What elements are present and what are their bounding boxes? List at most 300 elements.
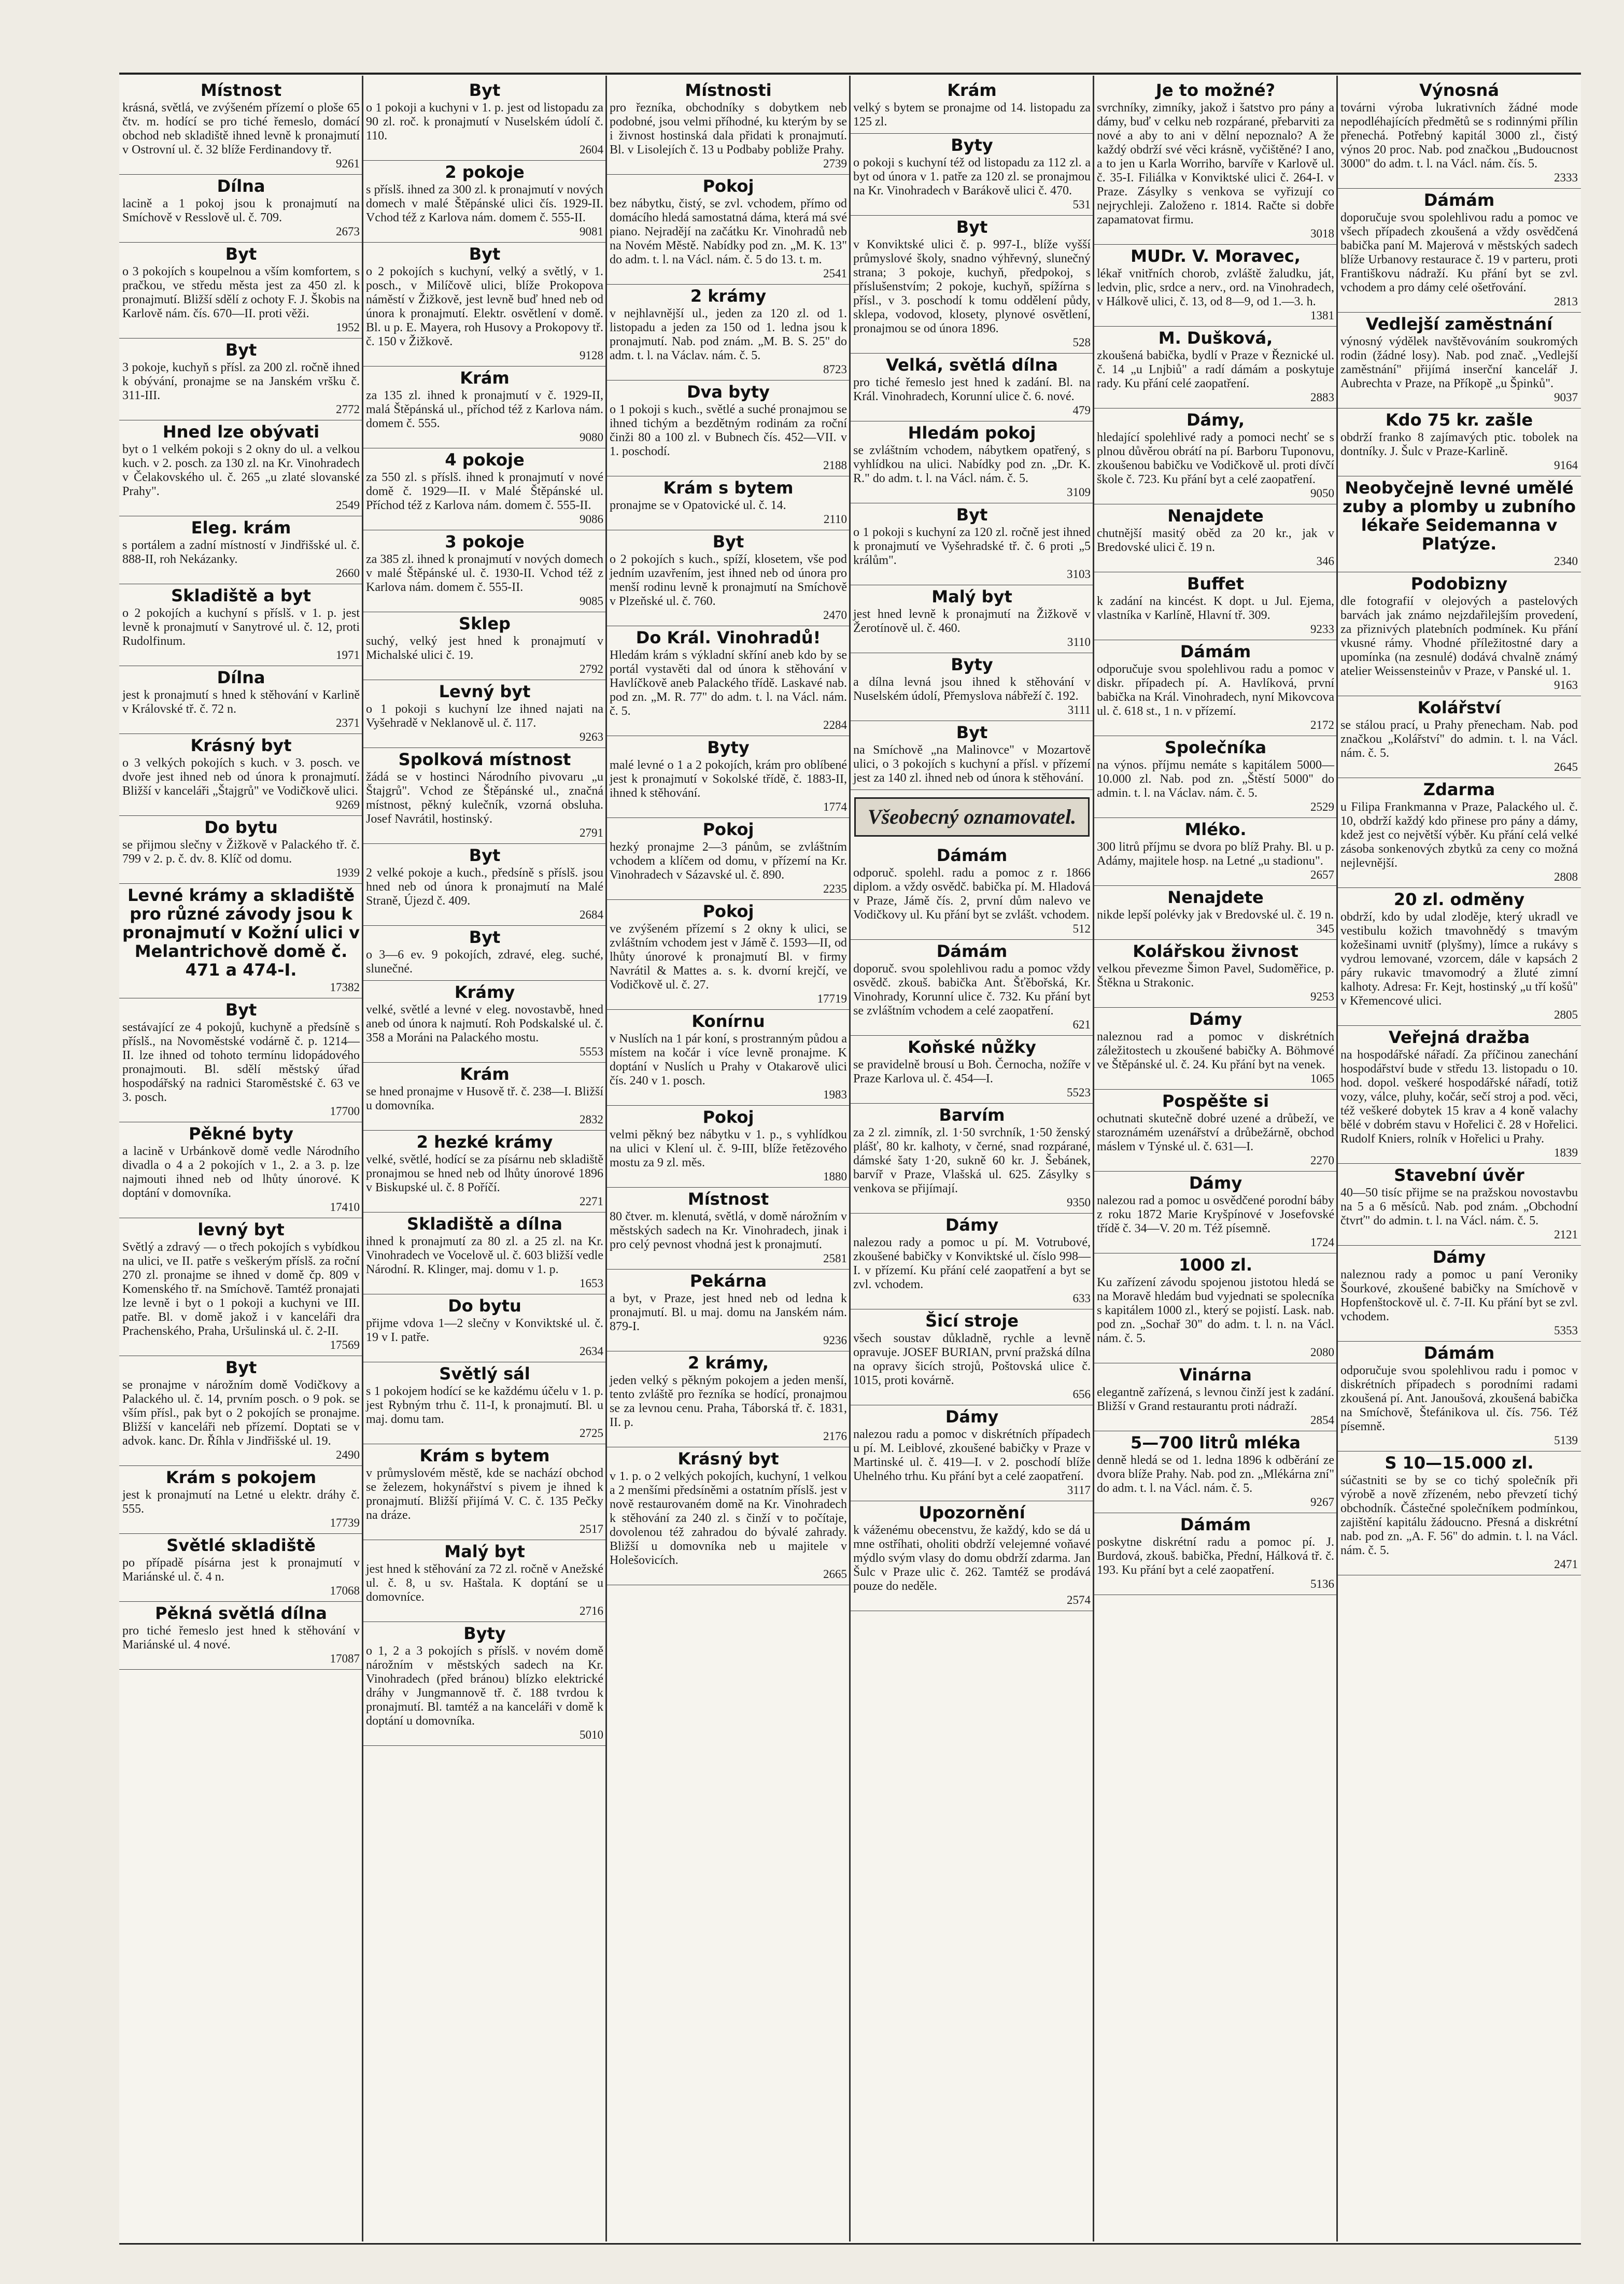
ad-heading: Kdo 75 kr. zašle [1385,410,1533,430]
ad-heading: Vinárna [1179,1365,1252,1385]
ad-heading: Byt [956,505,988,525]
ad-body: zkoušená babička, bydlí v Praze v Řeznické ul. č. 14 „u Lnjbiů" a radí dámám a poskytuje rady. Ku přání celé zaopatření. [1097,349,1334,390]
ad-code: 2340 [1554,555,1578,568]
ad-heading: Spolková místnost [398,750,571,769]
ad-code: 2684 [580,908,603,921]
ad-body: súčastniti se by se co tichý společník při výrobě a nově zřízeném, nebo převzetí tichý obchodník. Částečné společníkem podmínkou, zajištění kapitálu žádoucno. Přesná a diskrétní nab. pod zn. „A. F. 56" do admin. t. l. na Václ. nám. č. 5. [1340,1474,1578,1557]
ad-heading: Byt [469,80,501,100]
ad-heading: Je to možné? [1155,80,1276,100]
ad-body: nalezou rady a pomoc u pí. M. Votrubové, zkoušené babičky v Konviktské ul. číslo 998—I. v přízemí. Ku přání celé zaopatření a byt se zvl. vchodem. [853,1236,1091,1291]
ad-heading: Veřejná dražba [1388,1027,1530,1047]
ad-heading: Vedlejší zaměstnání [1365,314,1553,334]
classified-ad [119,1534,363,1602]
ad-heading: Do bytu [448,1296,521,1316]
ad-code: 1939 [336,866,360,879]
ad-code: 9050 [1310,487,1334,500]
column-divider [1093,76,1094,2241]
ad-code: 528 [1072,336,1091,349]
publisher-logo: Všeobecný oznamovatel. [854,797,1090,837]
column-divider [362,76,363,2241]
ad-code: 2739 [823,157,847,170]
ad-body: k zadání na kincést. K dopt. u Jul. Ejema, vlastníka v Karlíně, Hlavní tř. 309. [1097,595,1334,622]
ad-body: hezký pronajme 2—3 pánům, se zvláštním vchodem a klíčem od domu, v přízemí na Kr. Vinohradech v Sázavské ul. č. 890. [610,840,847,882]
classified-ad [850,1036,1094,1104]
ad-body: jest k pronajmutí s hned k stěhování v Karlině v Královské tř. č. 72 n. [122,688,360,716]
ad-body: 300 litrů příjmu se dvora po blíž Prahy. Bl. u p. Adámy, majitele hosp. na Letné „u stadionu". [1097,840,1334,868]
ad-code: 2188 [823,459,847,472]
ad-heading: Stavební úvěr [1394,1165,1524,1185]
ad-heading: 2 pokoje [445,162,525,182]
classified-ad [606,380,850,476]
ad-heading: 1000 zl. [1179,1255,1252,1275]
ad-code: 3110 [1067,636,1091,648]
classified-ad [850,503,1094,585]
ad-body: lacině a 1 pokoj jsou k pronajmutí na Smíchově v Resslově ul. č. 709. [122,197,360,224]
ad-heading: Koňské nůžky [908,1037,1036,1057]
classified-ad [850,1214,1094,1309]
ad-heading: 2 krámy, [688,1353,769,1373]
newspaper-page [119,73,1581,2245]
classified-ad [606,900,850,1010]
classified-ad [850,940,1094,1036]
ad-body: v Nuslích na 1 pár koní, s prostranným půdou a místem na kočár i více levně pronajme. K doptání v Nuslích u Prahy v Otakarově ulici čís. 240 v 1. posch. [610,1032,847,1088]
ad-code: 5136 [1310,1577,1334,1590]
ad-heading: Krám [460,368,510,388]
ad-code: 2284 [823,718,847,731]
ad-code: 1774 [823,800,847,813]
ad-heading: Pěkné byty [189,1124,293,1144]
classified-ad [119,175,363,243]
ad-body: denně hledá se od 1. ledna 1896 k odběrání ze dvora blíže Prahy. Nab. pod zn. „Mlékárna zní" do adm. t. l. na Václ. nám. č. 5. [1097,1454,1334,1495]
ad-body: o 3 velkých pokojích s kuch. v 3. posch. ve dvoře jest ihned neb od února k pronajmutí. Bližší v kanceláři „Štajgrů" ve Vodičkově ulici. [122,756,360,798]
ad-body: nalezou rad a pomoc u osvědčené porodní báby z roku 1872 Marie Kryšpínové v Josefovské třídě č. 34—V. 20 m. Též písemně. [1097,1194,1334,1235]
ad-code: 2333 [1554,171,1578,184]
classified-ad [850,79,1094,134]
ad-code: 2371 [336,716,360,729]
ad-heading: Byty [951,135,993,155]
ad-body: krásná, světlá, ve zvýšeném přízemí o ploše 65 čtv. m. hodící se pro tiché řemeslo, domácí obchod neb skladiště ihned levně k pronajmutí v Ostrovní ul. č. 32 blíže Ferdinandovy tř. [122,101,360,157]
ad-body: na hospodářské nářadí. Za příčinou zanechání hospodářství bude v středu 13. listopadu o 10. hod. dopol. veškeré hospodářské nářadí, totiž vozy, válce, pluhy, kočár, sečí stroj a pod. věci, též veškeré dobytek 15 krav a 4 koně valachy bělé v dobrém stavu v Hořelici č. 28 v Hořelici. Rudolf Kniers, rolník v Hořelici u Prahy. [1340,1048,1578,1146]
ad-body: dle fotografií v olejových a pastelových barvách jak známo nejzdařilejším provedení, za přiznivých platebních podmínek. Ku přání vkusné rámy. Vhodné příležitostné dary a upomínka (na zesnulé) dodává chvalně známý atelier Weissensteinův v Praze, v Panské ul. 1. [1340,595,1578,678]
ad-heading: Místnost [200,80,282,100]
classified-ad [1337,1246,1581,1342]
ad-heading: levný byt [197,1220,285,1239]
ad-body: velmi pěkný bez nábytku v 1. p., s vyhlídkou na ulici v Klení ul. č. 9-III, blíže řetězového mostu za 9 zl. měs. [610,1128,847,1169]
ad-body: jest k pronajmutí na Letné u elektr. dráhy č. 555. [122,1488,360,1516]
ad-heading: Krásný byt [190,736,292,755]
ad-body: nikde lepší polévky jak v Bredovské ul. č. 19 n. [1097,908,1334,922]
ad-body: žádá se v hostinci Národního pivovaru „u Štajgrů". Vchod ze Štěpánské ul., značná místnost, pěkný kulečník, vzorná obsluha. Josef Navrátil, hostinský. [366,770,603,826]
ad-heading: Byt [225,340,257,360]
classified-ad [119,998,363,1122]
ad-heading: Dámy, [1186,410,1245,430]
classified-ad [606,1188,850,1270]
ad-code: 2549 [336,499,360,512]
ad-heading: Barvím [939,1105,1005,1125]
ad-heading: Hledám pokoj [908,423,1036,443]
ad-code: 2673 [336,225,360,238]
ad-heading: Byt [469,845,501,865]
ad-heading: Pokoj [702,901,754,921]
ad-body: pronajme se v Opatovické ul. č. 14. [610,499,786,512]
ad-code: 2470 [823,609,847,622]
classified-ad [850,653,1094,721]
ad-code: 633 [1072,1292,1091,1305]
classified-ad [1094,245,1337,327]
ad-code: 2270 [1310,1154,1334,1167]
ad-heading: Byt [225,1000,257,1020]
ad-body: přijme vdova 1—2 slečny v Konviktské ul. č. 19 v I. patře. [366,1317,603,1344]
ad-body: sestávající ze 4 pokojů, kuchyně a předsíně s příslš., na Novoměstské vodárně č. p. 1214—II. lze ihned od tohoto termínu lidopádového pronajmouti. Bl. sdělí městský úřad hospodářský na radnici Staroměstské č. 63 ve 3. posch. [122,1021,360,1104]
ad-heading: Dámám [1180,642,1251,661]
classified-ad [1094,1253,1337,1363]
ad-heading: Kolářství [1417,698,1501,717]
classified-ad [1337,778,1581,888]
classified-ad [363,748,606,844]
ad-heading: Krám [460,1064,510,1084]
ad-body: doporuč. svou spolehlivou radu a pomoc vždy osvědč. zkouš. babička Ant. Šťěbořská, Kr. Vinohrady, Korunní ulice č. 732. Ku přání byt se zvláštním vchodem a celé zaopatření. [853,962,1091,1018]
ad-code: 2604 [580,143,603,156]
ad-body: o 1 pokoji a kuchyni v 1. p. jest od listopadu za 90 zl. roč. k pronajmutí v Nuselském údolí č. 110. [366,101,603,143]
classified-ad [606,818,850,900]
ad-body: Hledám krám s výkladní skříní aneb kdo by se portál vystavěti dal od února k stěhování v Havlíčkově aneb Palackého třídě. Laskavé nab. pod zn. „M. R. 77" do adm. t. l. na Václ. nám. č. 5. [610,648,847,718]
ad-heading: Eleg. krám [191,518,291,538]
classified-ad [363,1444,606,1540]
ad-heading: Krám s pokojem [165,1468,317,1487]
classified-ad [119,516,363,584]
ad-body: v 1. p. o 2 velkých pokojích, kuchyní, 1 velkou a 2 menšími předsíněmi a ostatním příslš. jest v nově restaurovaném domě na Kr. Vinohradech k stěhování za 240 zl. s činží v to počítaje, dovolenou též zahradou do bývalé zahrady. Bližší u domovníka neb u majitele v Holešovicích. [610,1470,847,1567]
ad-code: 2883 [1310,391,1334,404]
ad-body: a byt, v Praze, jest hned neb od ledna k pronajmutí. Bl. u maj. domu na Janském nám. 879-I. [610,1292,847,1333]
ad-code: 1839 [1554,1146,1578,1159]
ad-heading: 3 pokoje [445,532,525,552]
ad-body: se zvláštním vchodem, nábytkem opatřený, s vyhlídkou na ulici. Nabídky pod zn. „Dr. K. R." do adm. t. l. na Václ. nám. č. 5. [853,444,1091,485]
ad-code: 3018 [1310,227,1334,240]
ad-code: 3111 [1067,703,1091,716]
ad-code: 17569 [330,1338,360,1351]
ad-code: 512 [1072,922,1091,935]
ad-code: 1381 [1310,309,1334,322]
ad-body: jeden velký s pěkným pokojem a jeden menší, tento zvláště pro řezníka se hodící, pronajmou se za levnou cenu. Praha, Táborská tř. č. 1831, II. p. [610,1374,847,1429]
ad-body: poskytne diskrétní radu a pomoc pí. J. Burdová, zkouš. babička, Přední, Hálková tř. č. 193. Ku přání byt a celé zaopatření. [1097,1535,1334,1577]
classified-ad [119,816,363,884]
ad-body: pro tiché řemeslo jest hned k stěhování v Mariánské ul. 4 nové. [122,1624,360,1652]
bottom-rule [119,2243,1581,2245]
ad-heading: Konírnu [691,1011,765,1031]
ad-code: 2854 [1310,1414,1334,1427]
classified-ad [1094,504,1337,572]
ad-body: v nejhlavnější ul., jeden za 120 zl. od 1. listopadu a jeden za 150 od 1. ledna jsou k pronajmutí. Nab. pod znám. „M. B. S. 25" do adm. t. l. na Václav. nám. č. 5. [610,307,847,362]
classified-ad [1094,1363,1337,1431]
classified-ad [363,243,606,366]
ad-heading: M. Dušková, [1158,328,1273,348]
ad-code: 3103 [1067,568,1091,581]
ad-body: Ku zařízení závodu spojenou jistotou hledá se na Moravě hledám bud vyjednati se spolecníka s kapitálem 1000 zl., který se pojistí. Lask. nab. pod zn. „Sochař 30" do adm. t. l. n. na Václ. nám. č. 5. [1097,1276,1334,1345]
ad-heading: Pokoj [702,820,754,839]
ad-heading: Dámy [1189,1173,1242,1193]
ad-code: 2725 [580,1427,603,1440]
ad-code: 2176 [823,1430,847,1443]
classified-ad [119,79,363,175]
ad-code: 2080 [1310,1346,1334,1359]
classified-ad [1094,940,1337,1008]
classified-ad [1094,327,1337,408]
ad-body: obdrží franko 8 zajímavých ptic. tobolek na dontníky. J. Šulc v Praze-Karlině. [1340,431,1578,458]
ad-code: 346 [1316,555,1334,568]
ad-heading: Mléko. [1184,820,1247,839]
ad-body: ihned k pronajmutí za 80 zl. a 25 zl. na Kr. Vinohradech ve Vocelově ul. č. 603 bližší vedle Národní. R. Klinger, maj. domu v 1. p. [366,1235,603,1276]
ad-body: o 2 pokojích s kuchyní, velký a světlý, v 1. posch., v Milíčově ulici, blíže Prokopova náměstí v Žižkově, jest levně buď hned neb od února k pronajmutí. Elektr. osvětlení v domě. Bl. u p. E. Mayera, roh Husovy a Prokopovy tř. č. 150 v Žižkově. [366,265,603,348]
ad-heading: Sklep [459,614,511,633]
ad-heading: Velká, světlá dílna [886,355,1058,375]
ad-heading: Společníka [1164,738,1267,757]
ad-body: o 3 pokojích s koupelnou a vším komfortem, s pračkou, ve středu města jest za 450 zl. k pronajmutí. Bližší sdělí z ochoty F. J. Škobis na Karlově nám. čís. 670—II. proti věži. [122,265,360,320]
ad-code: 2574 [1067,1594,1091,1606]
classified-ad [1094,640,1337,736]
ad-heading: Byt [469,244,501,264]
classified-ad [363,1294,606,1362]
ad-heading: Krám s bytem [663,478,794,498]
ad-heading: Nenajdete [1167,506,1264,526]
column [119,79,363,2238]
ad-body: za 135 zl. ihned k pronajmutí v č. 1929-II, malá Štěpánská ul., příchod též z Karlova nám. domem č. 555. [366,389,603,430]
classified-ad [1094,1090,1337,1172]
ad-code: 9081 [580,225,603,238]
classified-ad [850,1309,1094,1405]
ad-body: na výnos. příjmu nemáte s kapitálem 5000—10.000 zl. Nab. pod zn. „Štěstí 5000" do admin. t. l. na Václav. nám. č. 5. [1097,758,1334,800]
ad-body: o pokoji s kuchyní též od listopadu za 112 zl. a byt od února v 1. patře za 120 zl. se pronajmou na Kr. Vinohradech v Barákově ulici č. 470. [853,156,1091,198]
ad-body: 2 velké pokoje a kuch., předsíně s příslš. jsou hned neb od února k pronajmutí na Malé Straně, Újezd č. 409. [366,866,603,908]
ad-code: 2813 [1554,295,1578,308]
ad-heading: Světlý sál [439,1364,530,1384]
ad-code: 9233 [1310,623,1334,636]
classified-ad [1094,79,1337,245]
ad-code: 2805 [1554,1008,1578,1021]
classified-ad [363,612,606,680]
classified-ad [1337,1164,1581,1246]
classified-ad [606,530,850,626]
classified-ad [363,1213,606,1294]
ad-body: na Smíchově „na Malinovce" v Mozartově ulici, o 3 pokojích s kuchyní a přísl. v přízemí jest za 140 zl. ihned neb od února k stěhování. [853,743,1091,785]
ad-body: velkou převezme Šimon Pavel, Sudoměřice, p. Štěkna u Strakonic. [1097,962,1334,990]
classified-ad [1094,1008,1337,1090]
classified-ad [606,626,850,736]
ad-heading: Výnosná [1419,80,1499,100]
ad-code: 9253 [1310,990,1334,1003]
classified-ad [1094,818,1337,886]
ad-code: 2808 [1554,870,1578,883]
ad-code: 9037 [1554,391,1578,404]
ad-code: 5139 [1554,1434,1578,1447]
ad-body: o 1 pokoji s kuch., světlé a suché pronajmou se ihned tichým a bezdětným rodinám za roční činži 80 a 100 zl. v Bubnech čís. 452—VII. v 1. poschodí. [610,403,847,458]
ad-body: 40—50 tisíc přijme se na pražskou novostavbu na 5 a 6 měsíců. Nab. pod znám. „Obchodní čtvrť" do admin. t. l. na Václ. nám. č. 5. [1340,1186,1578,1228]
ad-heading: Dílna [217,668,265,687]
ad-code: 3117 [1067,1484,1091,1497]
ad-code: 2772 [336,403,360,416]
ad-code: 5353 [1554,1324,1578,1337]
classified-ad [1337,572,1581,696]
classified-ad [850,585,1094,653]
ad-code: 2235 [823,882,847,895]
ad-body: o 2 pokojích a kuchyní s příslš. v 1. p. jest levně k pronajmutí v Sanytrové ul. č. 12, proti Rudolfinum. [122,607,360,648]
ad-body: k váženému obecenstvu, že každý, kdo se dá u mne ostříhati, oholiti obdrží velejemné voňavé mýdlo svým vlasy do domu obdrží zdarma. Jan Šulc v Praze ulic č. 262. Tamtéž se prodává pouze do neděle. [853,1524,1091,1593]
ad-code: 2581 [823,1252,847,1265]
classified-ad [1094,1431,1337,1513]
ad-body: svrchníky, zimníky, jakož i šatstvo pro pány a dámy, buď v celku neb rozpárané, přebarviti za nové a aby to ani v dělní nepoznalo? A že každý obdrží své věci krásně, vyčištěné? I ano, a to jen u Karla Worriho, barvíře v Karlově ul. č. 35-I. Filiálka v Konviktské ulici č. 264-I. v Praze. Zásylky s venkova se vyřizují co nejrychleji. Založeno r. 1814. Račte si dobře zapamatovat firmu. [1097,101,1334,227]
ad-code: 1952 [336,321,360,334]
ad-body: doporučuje svou spolehlivou radu a pomoc ve všech případech zkoušená a vždy osvědčená babička paní M. Majerová v městských sadech blíže Urbanovy restaurace č. 19 v parteru, proti Františkovu nádraží. Ku přání byt se zvl. vchodem a pro dámy celé ošetřování. [1340,211,1578,294]
ad-body: s 1 pokojem hodící se ke každému účelu v 1. p. jest Rybným trhu č. 11-I, k pronajmutí. Bl. u maj. domu tam. [366,1385,603,1426]
classified-ad [606,736,850,818]
ad-heading: Malý byt [931,587,1012,607]
ad-heading: Skladiště a dílna [407,1214,562,1234]
ad-heading: Byt [712,532,744,552]
ad-body: odporučuje svou spolehlivou radu i pomoc v diskrétních případech s porodními radami zkoušená pí. Ant. Janoušová, zkoušená babička na Smíchově, Štefánikova ul. čís. 756. Též písemně. [1340,1364,1578,1433]
ad-code: 2657 [1310,868,1334,881]
ad-body: a dílna levná jsou ihned k stěhování v Nuselském údolí, Přemyslova nábřeží č. 192. [853,675,1091,703]
ad-code: 17087 [330,1652,360,1665]
ad-code: 9263 [580,730,603,743]
ad-body: se hned pronajme v Husově tř. č. 238—I. Bližší u domovníka. [366,1085,603,1112]
classified-ad [363,1622,606,1746]
column [850,79,1094,2238]
ad-code: 8723 [823,363,847,376]
ad-heading: Malý byt [444,1542,525,1561]
classified-ad [1094,886,1337,940]
ad-body: odporuč. spolehl. radu a pomoc z r. 1866 diplom. a vždy osvědč. babička pí. M. Hladová v Praze, Jámě čís. 2, první dům nalevo ve Vodičkovy ul. Ku přání byt se zvlášt. vchodem. [853,866,1091,922]
ad-code: 621 [1072,1018,1091,1031]
classified-ad [1337,408,1581,476]
ad-body: Světlý a zdravý — o třech pokojích s vybídkou na ulici, ve II. patře s veškerým příslš. za roční 270 zl. pronajme se ihned v domě čp. 809 v Komenského tř. na Smíchově. Tamtéž pronajati lze levně i byt o 1 pokoji a kuchyni ve III. patře. Bl. v domě jakož i v kanceláři dra Prachenského, Praha, Uršulinská ul. č. 2-II. [122,1240,360,1338]
ad-code: 1724 [1310,1236,1334,1249]
ad-code: 17700 [330,1105,360,1118]
ad-heading: Krámy [454,982,515,1002]
ad-heading: 2 hezké krámy [416,1132,553,1152]
classified-ad [1337,696,1581,778]
ad-code: 2490 [336,1448,360,1461]
ad-heading: Dámy [945,1215,999,1235]
classified-ad [1337,476,1581,572]
ad-code: 1971 [336,648,360,661]
ad-code: 2529 [1310,800,1334,813]
ad-body: 80 čtver. m. klenutá, světlá, v domě nárožním v městských sadech na Kr. Vinohradech, jinak i pro celý pevnost vhodná jest k pronajmutí. [610,1210,847,1251]
ad-body: ve zvýšeném přízemí s 2 okny k ulici, se zvláštním vchodem jest v Jámě č. 1593—II, od lhůty únorové k pronajmutí Bl. v firmy Navrátil & Mattes a. s. k. dvorní krejčí, ve Vodičkově ul. č. 27. [610,922,847,992]
classified-ad [363,161,606,243]
ad-code: 9128 [580,349,603,362]
ad-body: pro tiché řemeslo jest hned k zadání. Bl. na Král. Vinohradech, Korunní ulice č. 6. nové. [853,376,1091,403]
ad-heading: Byt [225,1358,257,1377]
ad-heading: Byt [956,217,988,237]
classified-ad [1337,1026,1581,1164]
ad-heading: Dva byty [686,382,770,402]
classified-ad [363,981,606,1063]
ad-code: 9163 [1554,679,1578,692]
classified-ad [363,366,606,448]
ad-heading: Šicí stroje [925,1311,1019,1331]
ad-body: s portálem a zadní místností v Jindřišské ul. č. 888-II, roh Nekázanky. [122,539,360,566]
classified-ad [1337,189,1581,313]
classified-ad [363,1540,606,1622]
ad-body: bez nábytku, čistý, se zvl. vchodem, přímo od domácího hledá samostatná dáma, která má své piano. Nejradějí na začátku Kr. Vinohradů neb na Novém Městě. Nabídky pod zn. „M. K. 13" do adm. t. l. na Václ. nám. č. 5 do 13. t. m. [610,197,847,266]
ad-heading: Místnosti [685,80,772,100]
ad-heading: Pokoj [702,1107,754,1127]
ad-body: továrni výroba lukrativních žádné mode nepodléhajících předmětů se s rodinnými přílin přenechá. Potřebný kapitál 3000 zl., čistý výnos 20 proc. Nab. pod značkou „Budoucnost 3000" do adm. t. l. na Václ. nám. čís. 5. [1340,101,1578,171]
ad-code: 2471 [1554,1558,1578,1571]
ad-body: velký s bytem se pronajme od 14. listopadu za 125 zl. [853,101,1091,129]
ad-heading: Podobizny [1410,574,1508,594]
ad-code: 2645 [1554,760,1578,773]
classified-ad [119,339,363,420]
classified-ad [119,734,363,816]
ad-body: suchý, velký jest hned k pronajmutí v Michalské ulici č. 19. [366,635,603,662]
classified-ad [1094,572,1337,640]
top-rule [119,73,1581,75]
ad-code: 9085 [580,595,603,608]
classified-ad [119,1122,363,1218]
ad-heading: Pospěšte si [1162,1091,1269,1111]
ad-heading: 4 pokoje [445,450,525,470]
classified-ad [363,1362,606,1444]
ad-body: za 385 zl. ihned k pronajmutí v nových domech v malé Štěpánské ul. č. 1930-II. Vchod též z Karlova nám. domem č. 555-II. [366,553,603,594]
classified-ad [363,79,606,161]
ad-body: u Filipa Frankmanna v Praze, Palackého ul. č. 10, obdrží každý kdo přinese pro pány a dámy, kdež jest co největší výběr. Ku přání celá velké zásoba sonkenových zbytků za ceny co možná nejlevnější. [1340,800,1578,870]
classified-ad [850,1405,1094,1501]
classified-ad [1337,1342,1581,1451]
ad-body: 3 pokoje, kuchyň s přísl. za 200 zl. ročně ihned k obývání, pronajme se na Janském vršku č. 311-III. [122,361,360,402]
classified-ad [850,1501,1094,1611]
column [1094,79,1337,2238]
ad-body: o 3—6 ev. 9 pokojích, zdravé, eleg. suché, slunečné. [366,948,603,976]
ad-code: 2110 [823,513,847,526]
ad-heading: Dámy [945,1407,999,1427]
ad-code: 2660 [336,567,360,580]
classified-ad [363,680,606,748]
classified-ad [1094,408,1337,504]
classified-ad [606,476,850,530]
ad-code: 17719 [817,992,847,1005]
ad-body: se přijmou slečny v Žižkově v Palackého tř. č. 799 v 2. p. č. dv. 8. Klíč od domu. [122,838,360,866]
classified-ad [606,1447,850,1585]
ad-heading: Byt [956,723,988,742]
ad-heading: Dámám [936,941,1008,961]
ad-body: výnosný výdělek navštěvováním soukromých rodin (žádné losy). Nab. pod znač. „Vedlejší zaměstnání" přijímá inserční kancelář J. Aubrechta v Praze, na Příkopě „u Špinků". [1340,335,1578,390]
ad-code: 2121 [1554,1228,1578,1241]
ad-body: naleznou rad a pomoc v diskrétních záležitostech u zkoušené babičky A. Böhmové ve Štěpánské ul. č. 24. Ku přání byt na venek. [1097,1030,1334,1071]
ad-body: elegantně zařízená, s levnou činží jest k zadání. Bližší v Grand restaurantu proti nádraží. [1097,1386,1334,1413]
ad-code: 17068 [330,1584,360,1597]
classified-ad [606,79,850,175]
ad-heading: MUDr. V. Moravec, [1131,246,1301,266]
ad-code: 2517 [580,1522,603,1535]
ad-code: 9236 [823,1334,847,1347]
ad-body: o 1 pokoji s kuchyní lze ihned najati na Vyšehradě v Neklanově ul. č. 117. [366,702,603,730]
classified-ad [1094,1513,1337,1595]
ad-code: 345 [1316,922,1334,935]
column [606,79,850,2238]
ad-heading: Světlé skladiště [166,1535,316,1555]
classified-ad [119,1218,363,1356]
ad-body: hledající spolehlivé rady a pomoci nechť se s plnou důvěrou obrátí na pí. Barboru Tuponovu, zkoušenou babičku ve Vodičkově ul. proti dívčí škole č. 723. Ku přání byt a celé zaopatření. [1097,431,1334,486]
classified-ad [119,1466,363,1534]
ad-heading: Neobyčejně levné umělé zuby a plomby u zubního lékaře Seidemanna v Platýze. [1343,478,1576,554]
ad-heading: Pěkná světlá dílna [155,1603,327,1623]
classified-ad [119,584,363,666]
ad-code: 1983 [823,1088,847,1101]
ad-body: nalezou radu a pomoc v diskrétních případech u pí. M. Leiblové, zkoušené babičky v Praze v Martinské ul. č. 419—I. v 2. poschodí blíže Uhelného trhu. Ku přání byt a celé zaopatření. [853,1428,1091,1483]
classified-ad [363,844,606,926]
classified-ad [119,1356,363,1466]
classified-ad [1337,313,1581,408]
